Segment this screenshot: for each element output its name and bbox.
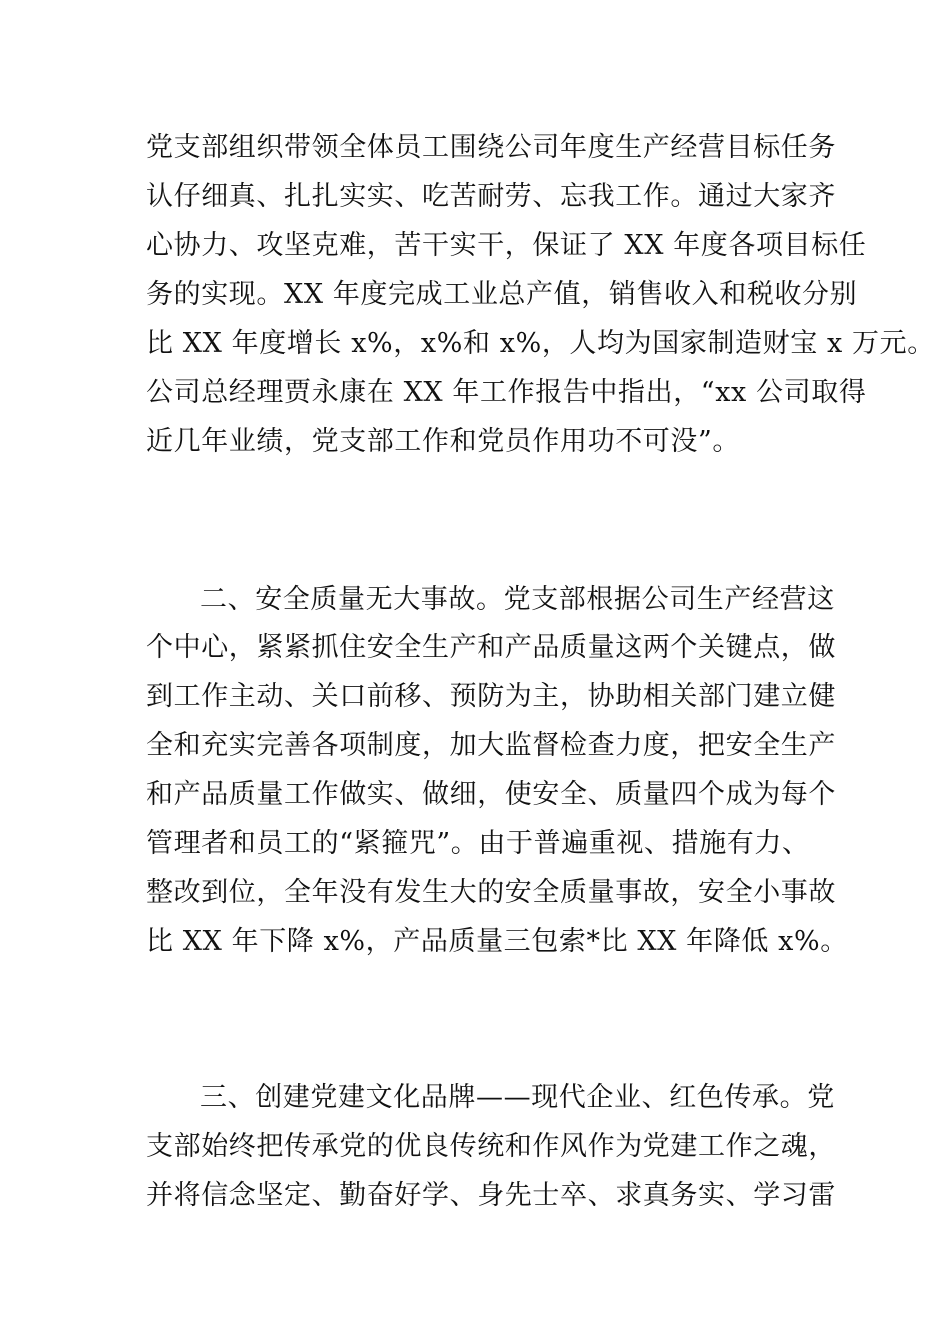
paragraph-line: 近几年业绩，党支部工作和党员作用功不可没”。 [146, 426, 741, 457]
paragraph-line: 支部始终把传承党的优良传统和作风作为党建工作之魂， [146, 1131, 836, 1162]
paragraph-line: 认仔细真、扎扎实实、吃苦耐劳、忘我工作。通过大家齐 [146, 181, 836, 212]
paragraph-line: 管理者和员工的“紧箍咒”。由于普遍重视、措施有力、 [146, 828, 810, 859]
paragraph-line: 并将信念坚定、勤奋好学、身先士卒、求真务实、学习雷 [146, 1180, 836, 1211]
paragraph-line: 公司总经理贾永康在 XX 年工作报告中指出，“xx 公司取得 [146, 377, 867, 408]
paragraph-line: 比 XX 年下降 x%，产品质量三包索*比 XX 年降低 x%。 [146, 926, 848, 957]
paragraph-line: 心协力、攻坚克难，苦干实干，保证了 XX 年度各项目标任 [146, 230, 867, 261]
paragraph-line: 二、安全质量无大事故。党支部根据公司生产经营这 [200, 584, 835, 615]
paragraph-line: 全和充实完善各项制度，加大监督检查力度，把安全生产 [146, 730, 836, 761]
paragraph-line: 务的实现。XX 年度完成工业总产值，销售收入和税收分别 [146, 279, 858, 310]
paragraph-line: 三、创建党建文化品牌——现代企业、红色传承。党 [200, 1082, 835, 1113]
paragraph-line: 和产品质量工作做实、做细，使安全、质量四个成为每个 [146, 779, 836, 810]
paragraph-line: 党支部组织带领全体员工围绕公司年度生产经营目标任务 [146, 132, 836, 163]
paragraph-line: 比 XX 年度增长 x%，x%和 x%，人均为国家制造财宝 x 万元。 [146, 328, 935, 359]
paragraph-line: 个中心，紧紧抓住安全生产和产品质量这两个关键点，做 [146, 632, 836, 663]
paragraph-line: 整改到位，全年没有发生大的安全质量事故，安全小事故 [146, 877, 836, 908]
paragraph-line: 到工作主动、关口前移、预防为主，协助相关部门建立健 [146, 681, 836, 712]
